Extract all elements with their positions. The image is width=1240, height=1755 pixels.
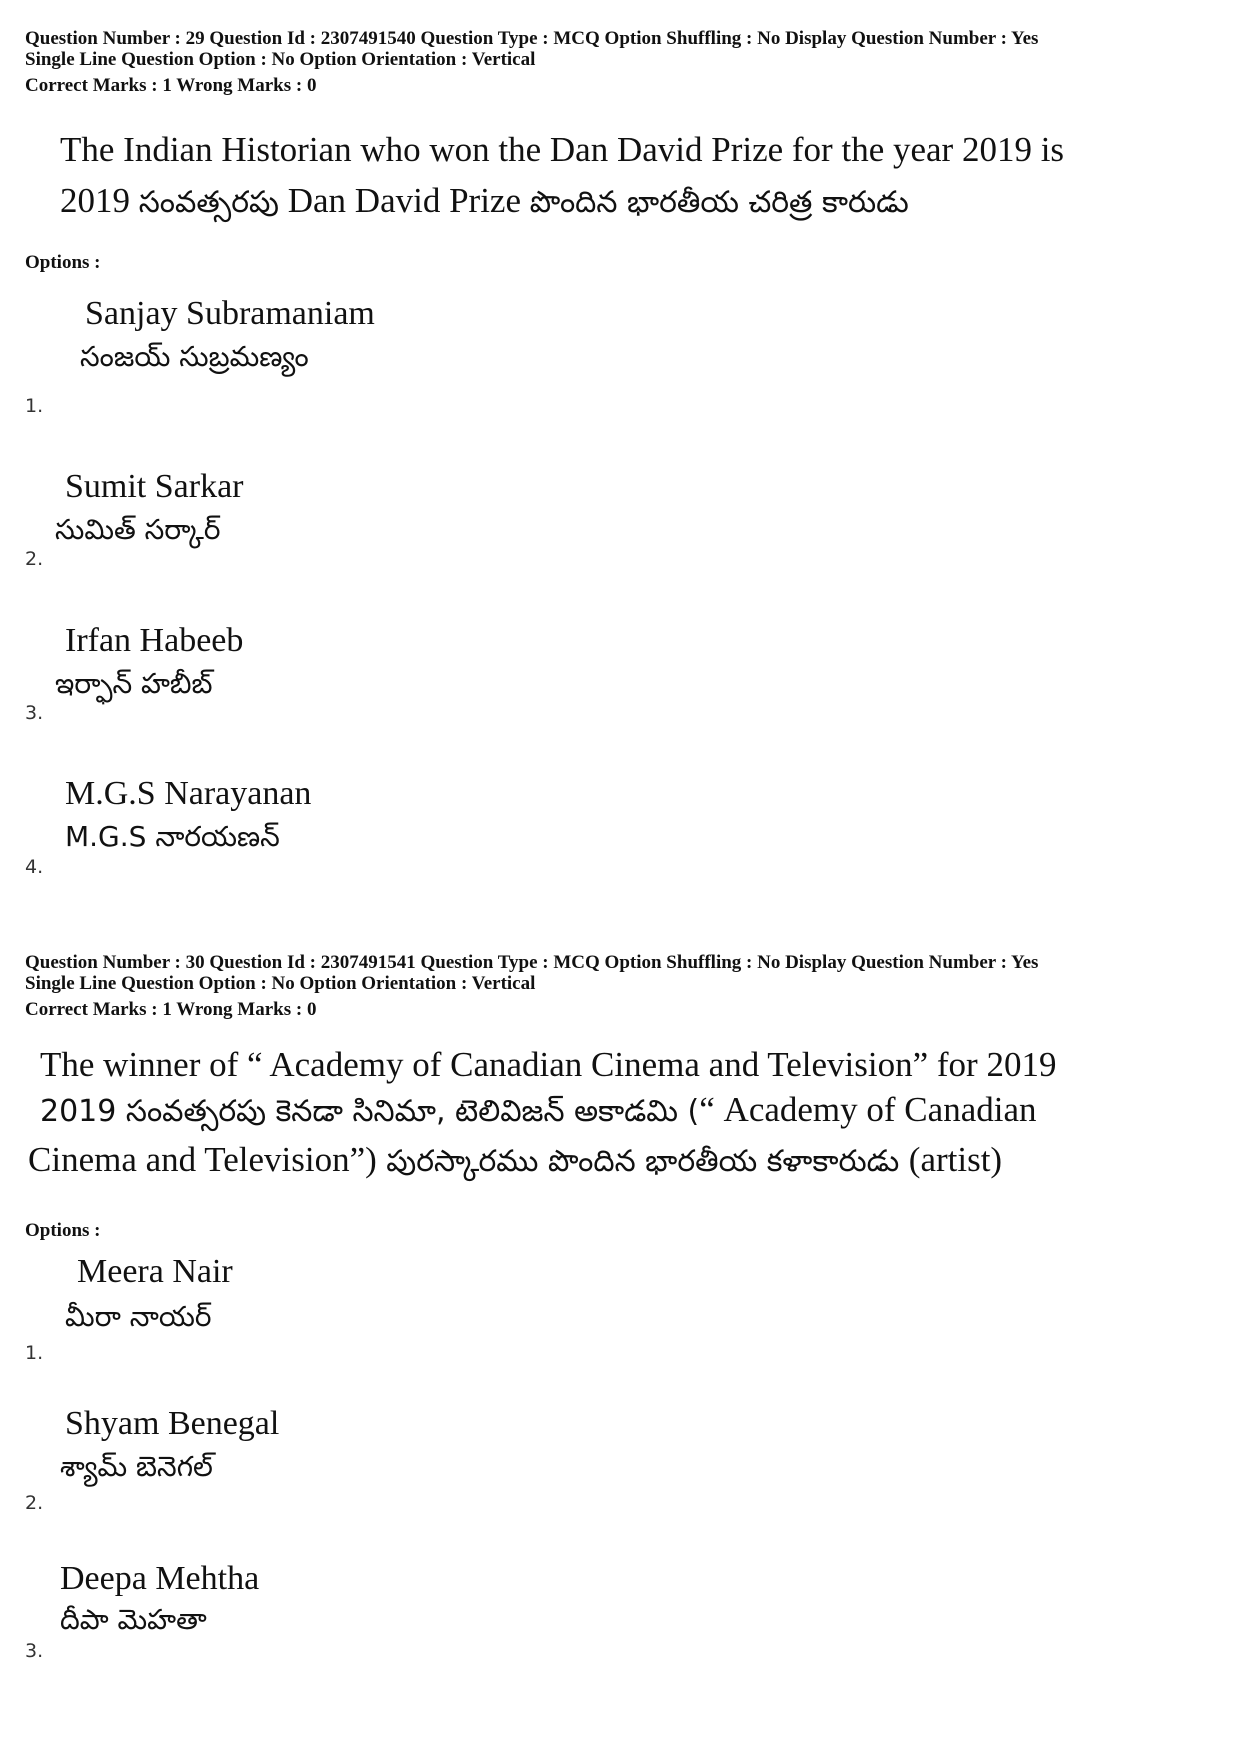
q29-option-4-en: M.G.S Narayanan <box>65 775 312 812</box>
question-30-meta <box>25 952 1038 1020</box>
q30-option-3-en: Deepa Mehtha <box>60 1560 260 1597</box>
question-29-options-label: Options : <box>25 252 101 273</box>
q30-option-1-te: మీరా నాయర్ <box>65 1300 212 1333</box>
question-30-text-line1: The winner of “ Academy of Canadian Cinema and Television” for 2019 <box>40 1045 1057 1084</box>
q30-option-1-number[interactable]: 1. <box>25 1342 44 1364</box>
question-29-meta <box>25 28 1038 96</box>
question-29-meta-line1: Question Number : 29 Question Id : 2307491540 Question Type : MCQ Option Shuffling : No Display Question Number : Yes <box>25 28 1039 49</box>
q29-option-2-te: సుమిత్ సర్కార్ <box>55 513 221 546</box>
q30-option-3-number[interactable]: 3. <box>25 1640 44 1662</box>
question-30-text-line2 <box>40 1085 1036 1137</box>
q30-option-2-te: శ్యామ్ బెనెగల్ <box>60 1450 213 1483</box>
question-30-text-line3 <box>28 1135 1002 1187</box>
question-30-options-label: Options : <box>25 1220 101 1241</box>
question-30-line3-en: Cinema and Television”) <box>28 1140 377 1179</box>
question-30-meta-line3: Correct Marks : 1 Wrong Marks : 0 <box>25 999 317 1020</box>
question-29-meta-line3: Correct Marks : 1 Wrong Marks : 0 <box>25 75 317 96</box>
question-30-line3-te: పురస్కారము పొందిన భారతీయ కళాకారుడు <box>376 1144 909 1179</box>
q29-option-2-number[interactable]: 2. <box>25 548 44 570</box>
q30-option-1-en: Meera Nair <box>77 1253 233 1290</box>
question-29-text-te <box>60 176 909 228</box>
question-30-line2-en: “ Academy of Canadian <box>699 1090 1037 1129</box>
question-29-te-part2: పొందిన భారతీయ చరిత్ర కారుడు <box>529 185 909 220</box>
q29-option-3-number[interactable]: 3. <box>25 702 44 724</box>
question-30-line3-en2: (artist) <box>908 1140 1003 1179</box>
q29-option-1-te: సంజయ్ సుబ్రమణ్యం <box>80 340 309 373</box>
q29-option-1-number[interactable]: 1. <box>25 395 44 417</box>
q29-option-4-te: M.G.S నారయణన్ <box>65 820 280 853</box>
question-30-line2-te: 2019 సంవత్సరపు కెనడా సినిమా, టెలివిజన్ అకాడమి ( <box>40 1094 700 1129</box>
q29-option-1-en: Sanjay Subramaniam <box>85 295 375 332</box>
question-29-meta-line2: Single Line Question Option : No Option Orientation : Vertical <box>25 49 536 70</box>
question-29-te-part1: సంవత్సరపు <box>138 185 279 220</box>
q29-option-2-en: Sumit Sarkar <box>65 468 244 505</box>
question-29-text-en: The Indian Historian who won the Dan David Prize for the year 2019 is <box>60 130 1065 169</box>
question-30-meta-line2: Single Line Question Option : No Option Orientation : Vertical <box>25 973 536 994</box>
question-30-meta-line1: Question Number : 30 Question Id : 2307491541 Question Type : MCQ Option Shuffling : No Display Question Number : Yes <box>25 952 1039 973</box>
question-29-te-prize: Dan David Prize <box>278 181 530 220</box>
q29-option-3-te: ఇర్ఫాన్ హబీబ్ <box>55 667 213 700</box>
q29-option-4-number[interactable]: 4. <box>25 856 44 878</box>
q30-option-3-te: దీపా మెహతా <box>60 1603 207 1636</box>
question-29-te-year: 2019 <box>60 181 139 220</box>
q30-option-2-number[interactable]: 2. <box>25 1492 44 1514</box>
q30-option-2-en: Shyam Benegal <box>65 1405 280 1442</box>
q29-option-3-en: Irfan Habeeb <box>65 622 244 659</box>
